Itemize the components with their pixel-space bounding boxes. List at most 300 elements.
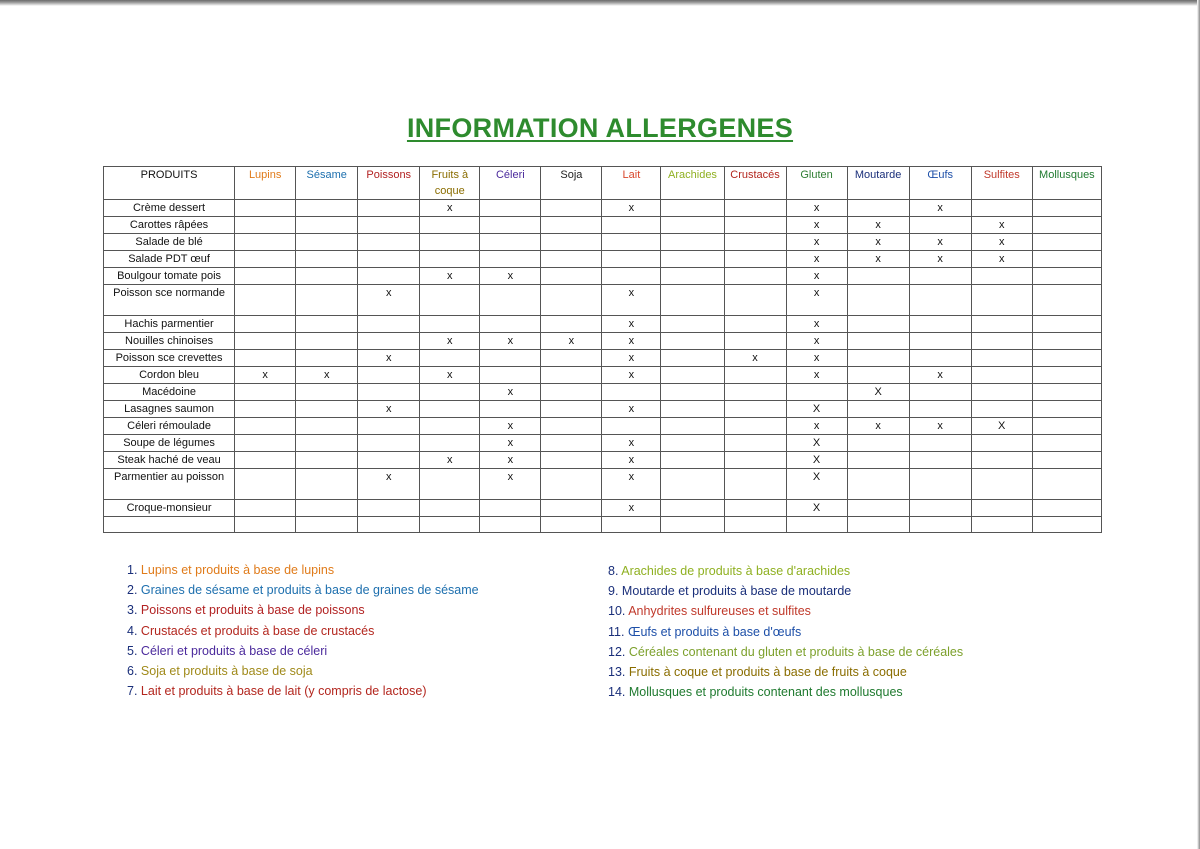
allergen-table bbox=[103, 166, 1102, 533]
table-row bbox=[104, 217, 1102, 234]
column-header: Gluten bbox=[786, 167, 847, 200]
legend-text: Mollusques et produits contenant des mollusques bbox=[628, 685, 903, 700]
allergen-mark bbox=[661, 200, 724, 217]
allergen-mark bbox=[420, 217, 480, 234]
column-header: Mollusques bbox=[1032, 167, 1101, 200]
legend-text: Fruits à coque et produits à base de fruits à coque bbox=[628, 665, 907, 680]
allergen-mark bbox=[909, 469, 971, 500]
product-name: Soupe de légumes bbox=[104, 435, 235, 452]
allergen-mark bbox=[296, 333, 358, 350]
table-row bbox=[104, 517, 1102, 533]
table-row bbox=[104, 350, 1102, 367]
allergen-mark bbox=[1032, 350, 1101, 367]
allergen-mark bbox=[296, 285, 358, 316]
legend-left bbox=[127, 560, 479, 701]
table-row bbox=[104, 316, 1102, 333]
allergen-mark: x bbox=[786, 350, 847, 367]
allergen-mark bbox=[847, 435, 909, 452]
allergen-mark bbox=[541, 401, 602, 418]
allergen-mark bbox=[358, 316, 420, 333]
allergen-mark bbox=[480, 350, 541, 367]
allergen-mark: x bbox=[786, 200, 847, 217]
allergen-mark: x bbox=[786, 333, 847, 350]
allergen-mark: x bbox=[602, 469, 661, 500]
legend-item bbox=[127, 681, 479, 701]
allergen-mark bbox=[235, 316, 296, 333]
allergen-mark bbox=[661, 234, 724, 251]
allergen-mark bbox=[971, 469, 1032, 500]
allergen-mark bbox=[420, 418, 480, 435]
table-body bbox=[104, 200, 1102, 533]
allergen-mark bbox=[480, 500, 541, 517]
allergen-mark bbox=[847, 469, 909, 500]
allergen-mark bbox=[420, 500, 480, 517]
allergen-mark bbox=[235, 217, 296, 234]
allergen-mark bbox=[420, 517, 480, 533]
allergen-mark bbox=[724, 435, 786, 452]
legend-number: 9. bbox=[608, 584, 619, 599]
allergen-mark: x bbox=[847, 234, 909, 251]
allergen-mark bbox=[235, 401, 296, 418]
allergen-mark: x bbox=[847, 217, 909, 234]
product-name: Nouilles chinoises bbox=[104, 333, 235, 350]
allergen-mark bbox=[358, 435, 420, 452]
allergen-mark bbox=[235, 234, 296, 251]
allergen-mark bbox=[724, 200, 786, 217]
column-header: Poissons bbox=[358, 167, 420, 200]
allergen-mark bbox=[541, 435, 602, 452]
allergen-mark bbox=[602, 217, 661, 234]
allergen-mark bbox=[296, 401, 358, 418]
product-name: Carottes râpées bbox=[104, 217, 235, 234]
legend-number: 13. bbox=[608, 665, 626, 680]
allergen-mark: x bbox=[971, 234, 1032, 251]
allergen-mark bbox=[724, 384, 786, 401]
product-name: Céleri rémoulade bbox=[104, 418, 235, 435]
column-header: Moutarde bbox=[847, 167, 909, 200]
allergen-mark: x bbox=[420, 367, 480, 384]
product-name: Cordon bleu bbox=[104, 367, 235, 384]
allergen-mark bbox=[541, 268, 602, 285]
allergen-mark bbox=[724, 517, 786, 533]
allergen-mark bbox=[420, 435, 480, 452]
allergen-mark: X bbox=[786, 452, 847, 469]
allergen-mark bbox=[235, 200, 296, 217]
allergen-mark: x bbox=[358, 285, 420, 316]
allergen-mark bbox=[541, 517, 602, 533]
allergen-mark bbox=[420, 251, 480, 268]
allergen-mark: x bbox=[909, 200, 971, 217]
allergen-mark: x bbox=[480, 435, 541, 452]
table-row bbox=[104, 333, 1102, 350]
allergen-mark bbox=[235, 251, 296, 268]
allergen-mark: x bbox=[480, 418, 541, 435]
allergen-mark bbox=[661, 469, 724, 500]
allergen-mark bbox=[235, 384, 296, 401]
allergen-mark: x bbox=[602, 316, 661, 333]
allergen-mark bbox=[1032, 418, 1101, 435]
product-name: Crème dessert bbox=[104, 200, 235, 217]
legend-item bbox=[608, 642, 963, 662]
column-header: Sésame bbox=[296, 167, 358, 200]
allergen-mark bbox=[786, 384, 847, 401]
allergen-mark bbox=[724, 452, 786, 469]
column-header: Œufs bbox=[909, 167, 971, 200]
product-name: Salade PDT œuf bbox=[104, 251, 235, 268]
table-row bbox=[104, 418, 1102, 435]
table-row bbox=[104, 200, 1102, 217]
allergen-mark bbox=[909, 517, 971, 533]
legend-item bbox=[127, 600, 479, 620]
allergen-mark bbox=[296, 234, 358, 251]
column-header: Arachides bbox=[661, 167, 724, 200]
allergen-mark bbox=[971, 350, 1032, 367]
product-name: Poisson sce normande bbox=[104, 285, 235, 316]
allergen-mark bbox=[1032, 469, 1101, 500]
allergen-mark bbox=[971, 367, 1032, 384]
legend-text: Anhydrites sulfureuses et sulfites bbox=[628, 604, 811, 619]
allergen-mark bbox=[971, 517, 1032, 533]
legend-item bbox=[127, 621, 479, 641]
allergen-mark bbox=[724, 367, 786, 384]
allergen-mark: X bbox=[786, 401, 847, 418]
allergen-mark bbox=[541, 500, 602, 517]
page-title: INFORMATION ALLERGENES bbox=[406, 113, 794, 143]
legend-text: Soja et produits à base de soja bbox=[140, 664, 313, 679]
allergen-mark bbox=[1032, 316, 1101, 333]
legend-number: 5. bbox=[127, 643, 138, 658]
allergen-mark: x bbox=[235, 367, 296, 384]
allergen-mark bbox=[1032, 285, 1101, 316]
allergen-mark bbox=[1032, 435, 1101, 452]
allergen-mark: x bbox=[420, 200, 480, 217]
allergen-mark bbox=[235, 268, 296, 285]
legend-text: Crustacés et produits à base de crustacés bbox=[140, 623, 375, 638]
allergen-mark bbox=[358, 517, 420, 533]
allergen-mark: x bbox=[786, 234, 847, 251]
allergen-mark bbox=[541, 367, 602, 384]
products-header: PRODUITS bbox=[104, 167, 235, 200]
allergen-mark: X bbox=[786, 469, 847, 500]
table-header-row bbox=[104, 167, 1102, 200]
legend-item bbox=[608, 561, 963, 581]
allergen-mark bbox=[909, 435, 971, 452]
allergen-mark bbox=[1032, 333, 1101, 350]
allergen-mark bbox=[909, 452, 971, 469]
allergen-mark bbox=[971, 285, 1032, 316]
table-row bbox=[104, 251, 1102, 268]
legend-number: 14. bbox=[608, 685, 626, 700]
column-header: Lait bbox=[602, 167, 661, 200]
legend-text: Lupins et produits à base de lupins bbox=[140, 563, 335, 577]
allergen-mark: x bbox=[541, 333, 602, 350]
allergen-mark bbox=[480, 217, 541, 234]
table-row bbox=[104, 435, 1102, 452]
product-name bbox=[104, 517, 235, 533]
allergen-mark bbox=[358, 217, 420, 234]
allergen-mark bbox=[541, 316, 602, 333]
legend-text: Arachides de produits à base d'arachides bbox=[621, 564, 851, 578]
allergen-mark: x bbox=[296, 367, 358, 384]
allergen-mark: x bbox=[480, 384, 541, 401]
allergen-mark: x bbox=[480, 268, 541, 285]
allergen-mark bbox=[661, 452, 724, 469]
allergen-mark bbox=[480, 367, 541, 384]
legend-number: 3. bbox=[127, 603, 138, 618]
allergen-mark bbox=[296, 350, 358, 367]
allergen-mark bbox=[909, 316, 971, 333]
allergen-mark bbox=[358, 418, 420, 435]
allergen-mark: x bbox=[786, 367, 847, 384]
allergen-mark bbox=[541, 384, 602, 401]
allergen-mark bbox=[971, 333, 1032, 350]
allergen-mark bbox=[661, 217, 724, 234]
allergen-mark bbox=[847, 333, 909, 350]
legend-item bbox=[127, 580, 479, 600]
product-name: Macédoine bbox=[104, 384, 235, 401]
legend-number: 7. bbox=[127, 684, 138, 699]
allergen-mark: X bbox=[847, 384, 909, 401]
product-name: Croque-monsieur bbox=[104, 500, 235, 517]
allergen-mark bbox=[541, 217, 602, 234]
table-row bbox=[104, 285, 1102, 316]
allergen-mark bbox=[420, 234, 480, 251]
table-row bbox=[104, 234, 1102, 251]
allergen-mark: x bbox=[358, 401, 420, 418]
allergen-mark: x bbox=[602, 200, 661, 217]
allergen-mark: x bbox=[971, 251, 1032, 268]
allergen-mark: x bbox=[602, 350, 661, 367]
allergen-mark bbox=[296, 268, 358, 285]
column-header: Céleri bbox=[480, 167, 541, 200]
allergen-mark bbox=[541, 350, 602, 367]
allergen-mark: X bbox=[786, 435, 847, 452]
allergen-mark bbox=[971, 401, 1032, 418]
allergen-mark bbox=[1032, 517, 1101, 533]
legend-item bbox=[608, 601, 963, 621]
allergen-mark bbox=[296, 217, 358, 234]
allergen-mark bbox=[480, 401, 541, 418]
allergen-mark bbox=[661, 285, 724, 316]
allergen-mark bbox=[358, 333, 420, 350]
allergen-mark bbox=[1032, 384, 1101, 401]
allergen-mark bbox=[358, 367, 420, 384]
allergen-mark bbox=[724, 500, 786, 517]
allergen-mark bbox=[296, 500, 358, 517]
allergen-mark bbox=[847, 268, 909, 285]
allergen-mark: x bbox=[602, 401, 661, 418]
allergen-mark bbox=[661, 401, 724, 418]
allergen-mark: X bbox=[786, 500, 847, 517]
allergen-mark bbox=[1032, 500, 1101, 517]
allergen-mark bbox=[661, 333, 724, 350]
allergen-mark bbox=[724, 469, 786, 500]
allergen-mark bbox=[971, 384, 1032, 401]
column-header: Fruits à coque bbox=[420, 167, 480, 200]
allergen-mark bbox=[1032, 251, 1101, 268]
legend-item bbox=[127, 641, 479, 661]
legend-text: Lait et produits à base de lait (y compris de lactose) bbox=[140, 684, 427, 699]
allergen-mark bbox=[541, 285, 602, 316]
legend-item bbox=[127, 661, 479, 681]
allergen-mark bbox=[661, 500, 724, 517]
allergen-mark: x bbox=[909, 418, 971, 435]
legend-text: Moutarde et produits à base de moutarde bbox=[621, 584, 852, 599]
allergen-mark: x bbox=[358, 350, 420, 367]
allergen-mark bbox=[541, 452, 602, 469]
allergen-mark: x bbox=[909, 367, 971, 384]
allergen-mark bbox=[909, 268, 971, 285]
allergen-mark bbox=[296, 452, 358, 469]
column-header: Soja bbox=[541, 167, 602, 200]
allergen-mark bbox=[235, 517, 296, 533]
allergen-mark: x bbox=[602, 500, 661, 517]
allergen-mark: x bbox=[420, 333, 480, 350]
table-row bbox=[104, 268, 1102, 285]
table-row bbox=[104, 452, 1102, 469]
allergen-mark bbox=[1032, 200, 1101, 217]
allergen-mark: x bbox=[602, 285, 661, 316]
allergen-mark bbox=[602, 268, 661, 285]
legend-number: 6. bbox=[127, 664, 138, 679]
product-name: Poisson sce crevettes bbox=[104, 350, 235, 367]
allergen-mark: x bbox=[602, 452, 661, 469]
product-name: Hachis parmentier bbox=[104, 316, 235, 333]
allergen-mark: x bbox=[602, 435, 661, 452]
legend-item bbox=[608, 682, 963, 702]
allergen-mark: x bbox=[909, 251, 971, 268]
allergen-mark bbox=[909, 401, 971, 418]
allergen-mark bbox=[971, 268, 1032, 285]
allergen-mark bbox=[235, 350, 296, 367]
product-name: Boulgour tomate pois bbox=[104, 268, 235, 285]
allergen-mark bbox=[602, 517, 661, 533]
allergen-mark bbox=[296, 200, 358, 217]
product-name: Lasagnes saumon bbox=[104, 401, 235, 418]
column-header: Sulfites bbox=[971, 167, 1032, 200]
allergen-mark bbox=[358, 500, 420, 517]
allergen-mark bbox=[541, 418, 602, 435]
allergen-mark bbox=[296, 469, 358, 500]
table-row bbox=[104, 469, 1102, 500]
allergen-mark bbox=[480, 285, 541, 316]
allergen-mark bbox=[235, 452, 296, 469]
allergen-mark: x bbox=[971, 217, 1032, 234]
allergen-mark: x bbox=[786, 316, 847, 333]
allergen-mark bbox=[358, 452, 420, 469]
allergen-mark bbox=[420, 285, 480, 316]
allergen-mark bbox=[480, 251, 541, 268]
legend-number: 11. bbox=[608, 624, 625, 639]
allergen-mark bbox=[661, 251, 724, 268]
allergen-mark bbox=[602, 251, 661, 268]
allergen-mark: x bbox=[786, 251, 847, 268]
allergen-mark bbox=[847, 350, 909, 367]
allergen-mark: x bbox=[602, 367, 661, 384]
allergen-mark bbox=[786, 517, 847, 533]
allergen-mark: x bbox=[602, 333, 661, 350]
allergen-mark bbox=[847, 452, 909, 469]
allergen-mark: X bbox=[971, 418, 1032, 435]
allergen-mark: x bbox=[420, 268, 480, 285]
allergen-mark bbox=[235, 435, 296, 452]
allergen-mark bbox=[661, 517, 724, 533]
allergen-mark bbox=[602, 418, 661, 435]
allergen-mark bbox=[909, 350, 971, 367]
allergen-mark bbox=[420, 316, 480, 333]
table-row bbox=[104, 367, 1102, 384]
legend-item bbox=[608, 622, 963, 642]
allergen-mark: x bbox=[786, 268, 847, 285]
allergen-mark bbox=[1032, 217, 1101, 234]
allergen-mark bbox=[724, 234, 786, 251]
allergen-mark bbox=[358, 200, 420, 217]
allergen-mark: x bbox=[420, 452, 480, 469]
column-header: Crustacés bbox=[724, 167, 786, 200]
allergen-mark bbox=[724, 268, 786, 285]
legend-text: Poissons et produits à base de poissons bbox=[140, 603, 365, 618]
allergen-mark bbox=[661, 316, 724, 333]
allergen-mark bbox=[358, 251, 420, 268]
allergen-mark bbox=[296, 316, 358, 333]
allergen-mark bbox=[724, 251, 786, 268]
allergen-mark bbox=[661, 418, 724, 435]
allergen-mark bbox=[480, 200, 541, 217]
allergen-mark bbox=[909, 333, 971, 350]
allergen-mark: x bbox=[480, 469, 541, 500]
legend-text: Graines de sésame et produits à base de graines de sésame bbox=[140, 583, 479, 598]
legend-number: 1. bbox=[127, 563, 138, 577]
allergen-mark bbox=[971, 500, 1032, 517]
allergen-mark bbox=[847, 517, 909, 533]
allergen-mark bbox=[661, 350, 724, 367]
table-row bbox=[104, 500, 1102, 517]
legend-item bbox=[608, 581, 963, 601]
allergen-mark bbox=[420, 401, 480, 418]
allergen-mark bbox=[724, 418, 786, 435]
allergen-mark bbox=[541, 200, 602, 217]
column-header: Lupins bbox=[235, 167, 296, 200]
allergen-mark bbox=[420, 469, 480, 500]
allergen-mark bbox=[358, 234, 420, 251]
allergen-mark: x bbox=[358, 469, 420, 500]
product-name: Parmentier au poisson bbox=[104, 469, 235, 500]
allergen-mark: x bbox=[909, 234, 971, 251]
allergen-mark bbox=[541, 469, 602, 500]
legend-item bbox=[127, 560, 479, 580]
allergen-mark bbox=[541, 251, 602, 268]
allergen-mark bbox=[296, 435, 358, 452]
allergen-mark bbox=[724, 401, 786, 418]
allergen-mark bbox=[420, 384, 480, 401]
allergen-mark bbox=[847, 316, 909, 333]
allergen-mark: x bbox=[480, 333, 541, 350]
legend-text: Œufs et produits à base d'œufs bbox=[627, 624, 802, 639]
allergen-mark: x bbox=[480, 452, 541, 469]
allergen-mark bbox=[724, 316, 786, 333]
allergen-mark bbox=[909, 384, 971, 401]
allergen-mark: x bbox=[786, 418, 847, 435]
allergen-mark bbox=[420, 350, 480, 367]
allergen-mark bbox=[1032, 367, 1101, 384]
allergen-mark bbox=[909, 285, 971, 316]
allergen-mark bbox=[235, 469, 296, 500]
allergen-mark bbox=[724, 333, 786, 350]
legend-item bbox=[608, 662, 963, 682]
allergen-mark bbox=[971, 435, 1032, 452]
allergen-mark bbox=[480, 517, 541, 533]
allergen-mark bbox=[847, 500, 909, 517]
